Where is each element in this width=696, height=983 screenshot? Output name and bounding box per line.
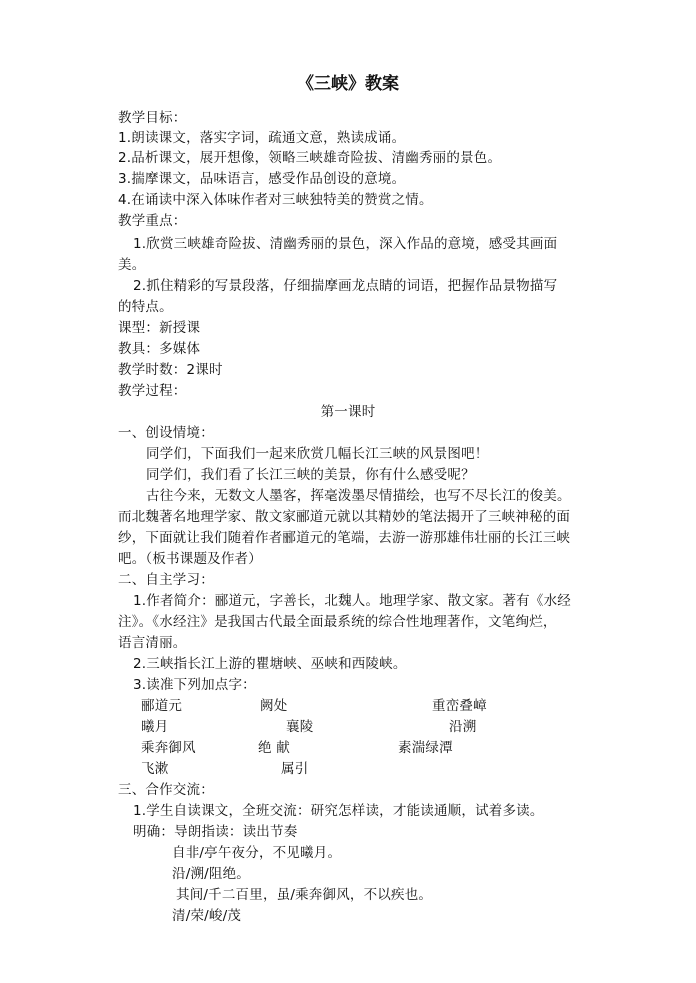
text-line: 同学们，下面我们一起来欣赏几幅长江三峡的风景图吧！	[146, 446, 489, 462]
vocab-word: 属引	[281, 761, 309, 777]
text-line: 其间/千二百里，虽/乘奔御风，不以疾也。	[176, 887, 433, 903]
lesson-heading: 第一课时	[320, 404, 376, 420]
text-line: 3.读准下列加点字：	[133, 677, 256, 693]
text-line: 教具：多媒体	[118, 341, 201, 357]
vocab-word: 素湍绿潭	[398, 740, 453, 756]
section-heading: 二、自主学习：	[118, 572, 214, 588]
text-line: 沿/溯/阻绝。	[172, 866, 250, 882]
text-line: 明确：导朗指读：读出节奏	[133, 824, 298, 840]
text-line: 而北魏著名地理学家、散文家郦道元就以其精妙的笔法揭开了三峡神秘的面	[118, 509, 571, 525]
vocab-word: 绝 献	[258, 740, 290, 756]
section-heading: 一、创设情境：	[118, 425, 214, 441]
text-line: 课型：新授课	[118, 320, 201, 336]
text-line: 古往今来，无数文人墨客，挥毫泼墨尽情描绘，也写不尽长江的俊美。	[146, 488, 571, 504]
vocab-word: 曦月	[141, 719, 169, 735]
vocab-word: 重峦叠嶂	[432, 698, 487, 714]
vocab-word: 襄陵	[286, 719, 314, 735]
vocab-word: 飞漱	[141, 761, 169, 777]
vocab-word: 郦道元	[141, 698, 183, 714]
text-line: 1.作者简介：郦道元，字善长，北魏人。地理学家、散文家。著有《水经	[133, 593, 571, 609]
text-line: 1.欣赏三峡雄奇险拔、清幽秀丽的景色，深入作品的意境，感受其画面	[133, 236, 558, 252]
text-line: 教学时数：2课时	[118, 362, 223, 378]
vocab-word: 乘奔御风	[141, 740, 196, 756]
text-line: 美。	[118, 257, 146, 273]
text-line: 1.朗读课文，落实字词，疏通文意，熟读成诵。	[118, 130, 406, 146]
text-line: 2.抓住精彩的写景段落，仔细揣摩画龙点睛的词语，把握作品景物描写	[133, 278, 558, 294]
text-line: 2.品析课文，展开想像，领略三峡雄奇险拔、清幽秀丽的景色。	[118, 150, 502, 166]
text-line: 3.揣摩课文，品味语言，感受作品创设的意境。	[118, 171, 406, 187]
vocab-word: 阙处	[260, 698, 288, 714]
vocab-word: 沿溯	[449, 719, 477, 735]
text-line: 吧。（板书课题及作者）	[118, 551, 262, 567]
text-line: 自非/亭午夜分，不见曦月。	[172, 845, 342, 861]
text-line: 纱，下面就让我们随着作者郦道元的笔端，去游一游那雄伟壮丽的长江三峡	[118, 530, 571, 546]
section-heading-process: 教学过程：	[118, 383, 187, 399]
section-heading-objectives: 教学目标：	[118, 110, 187, 126]
text-line: 清/荣/峻/茂	[172, 908, 242, 924]
section-heading: 三、合作交流：	[118, 782, 214, 798]
text-line: 4.在诵读中深入体味作者对三峡独特美的赞赏之情。	[118, 192, 433, 208]
section-heading-key-points: 教学重点：	[118, 213, 187, 229]
text-line: 注》。《水经注》是我国古代最全面最系统的综合性地理著作，文笔绚烂，	[118, 614, 557, 630]
text-line: 语言清丽。	[118, 635, 187, 651]
document-title: 《三峡》教案	[297, 74, 399, 94]
text-line: 2.三峡指长江上游的瞿塘峡、巫峡和西陵峡。	[133, 656, 407, 672]
text-line: 1.学生自读课文，全班交流：研究怎样读，才能读通顺，试着多读。	[133, 803, 544, 819]
text-line: 同学们，我们看了长江三峡的美景，你有什么感受呢？	[146, 467, 475, 483]
text-line: 的特点。	[118, 299, 173, 315]
